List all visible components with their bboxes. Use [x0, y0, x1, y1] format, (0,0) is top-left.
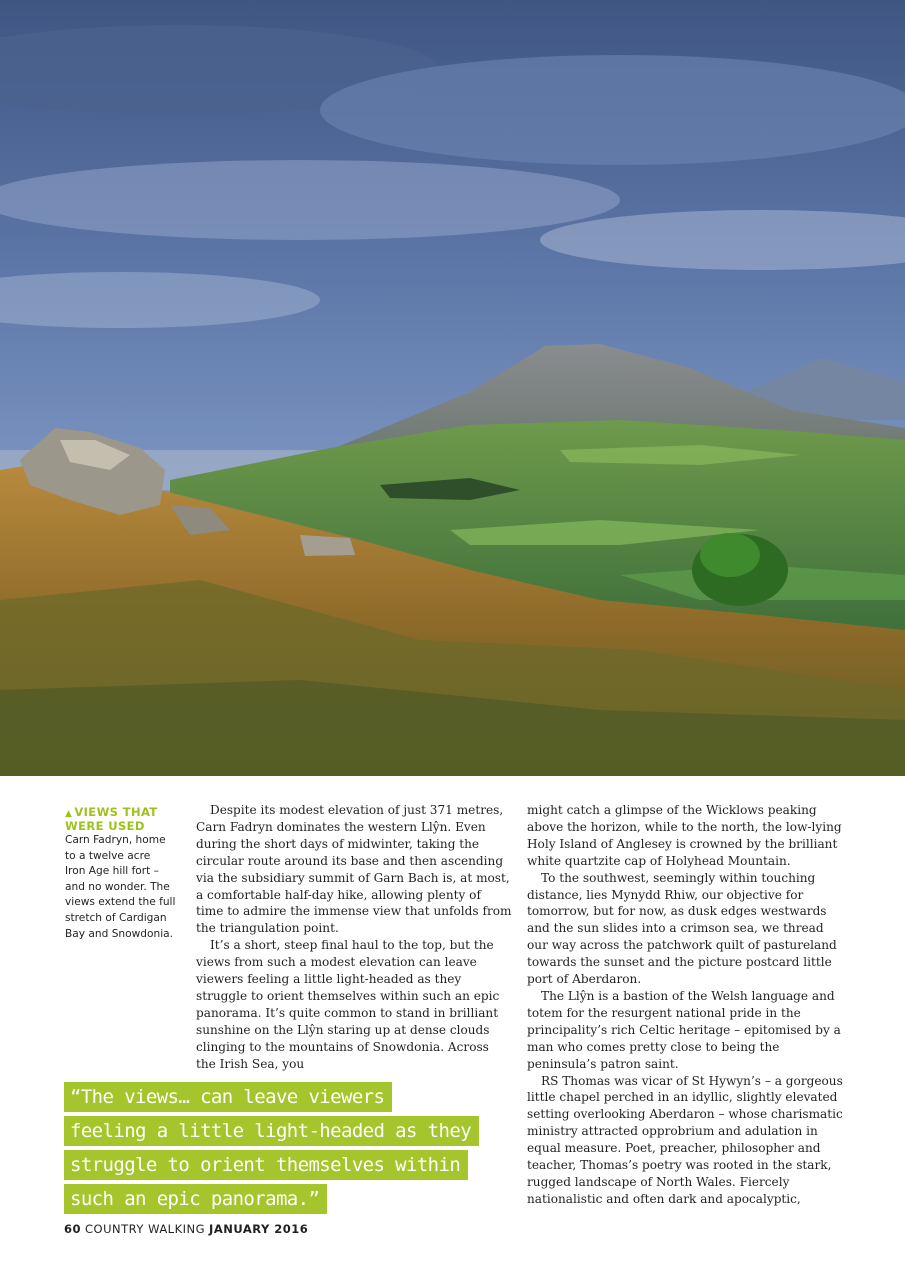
page-number: 60	[64, 1222, 82, 1236]
paragraph: Despite its modest elevation of just 371 metres, Carn Fadryn dominates the western Llŷn. Even during the short days of midwinter, taking the circular route around its base and then ascending via the subsidiary summit of Garn Bach is, at most, a comfortable half-day hike, allowing plenty of time to admire the immense view that unfolds from the triangulation point.	[196, 803, 512, 936]
paragraph: To the southwest, seemingly within touching distance, lies Mynydd Rhiw, our objective for tomorrow, but for now, as dusk edges westwards and the sun slides into a crimson sea, we thread our way across the patchwork quilt of pastureland towards the sunset and the picture postcard little port of Aberdaron.	[527, 870, 837, 987]
article-column-right	[527, 802, 843, 1208]
caption-title	[65, 806, 183, 832]
paragraph: The Llŷn is a bastion of the Welsh language and totem for the resurgent national pride in the principality’s rich Celtic heritage – epitomised by a man who comes pretty close to being the peninsula’s patron saint.	[527, 988, 841, 1071]
caption-body	[65, 833, 183, 942]
page-footer	[64, 1222, 308, 1236]
pull-quote-line: such an epic panorama.”	[64, 1184, 327, 1214]
caption-line: Iron Age hill fort –	[65, 865, 159, 878]
caption-line: to a twelve acre	[65, 849, 151, 862]
triangle-up-icon: ▲	[65, 809, 73, 819]
caption-line: Bay and Snowdonia.	[65, 927, 174, 940]
caption-line: Carn Fadryn, home	[65, 834, 166, 846]
caption-line: and no wonder. The	[65, 880, 170, 893]
pull-quote-line: feeling a little light-headed as they	[64, 1116, 479, 1146]
article-column-left	[196, 802, 512, 1073]
photo-caption	[65, 806, 183, 942]
pull-quote-line: “The views… can leave viewers	[64, 1082, 392, 1112]
issue-date: JANUARY 2016	[209, 1222, 309, 1236]
paragraph: It’s a short, steep final haul to the top, but the views from such a modest elevation can leave viewers feeling a little light-headed as they struggle to orient themselves within such an epic panorama. It’s quite common to stand in brilliant sunshine on the Llŷn staring up at dense clouds clinging to the mountains of Snowdonia. Across the Irish Sea, you	[196, 938, 500, 1071]
paragraph: RS Thomas was vicar of St Hywyn’s – a gorgeous little chapel perched in an idyllic, slightly elevated setting overlooking Aberdaron – whose charismatic ministry attracted opprobrium and adulation in equal measure. Poet, preacher, philosopher and teacher, Thomas’s poetry was rooted in the stark, rugged landscape of North Wales. Fiercely nationalistic and often dark and apocalyptic,	[527, 1073, 843, 1206]
pull-quote-line: struggle to orient themselves within	[64, 1150, 468, 1180]
pull-quote	[64, 1082, 514, 1218]
caption-title-line2: WERE USED	[65, 819, 145, 833]
caption-line: stretch of Cardigan	[65, 911, 167, 924]
paragraph: might catch a glimpse of the Wicklows peaking above the horizon, while to the north, the low-lying Holy Island of Anglesey is crowned by the brilliant white quartzite cap of Holyhead Mountain.	[527, 803, 842, 868]
caption-line: views extend the full	[65, 896, 176, 909]
magazine-name: COUNTRY WALKING	[85, 1222, 206, 1236]
caption-title-line1: VIEWS THAT	[74, 805, 158, 819]
